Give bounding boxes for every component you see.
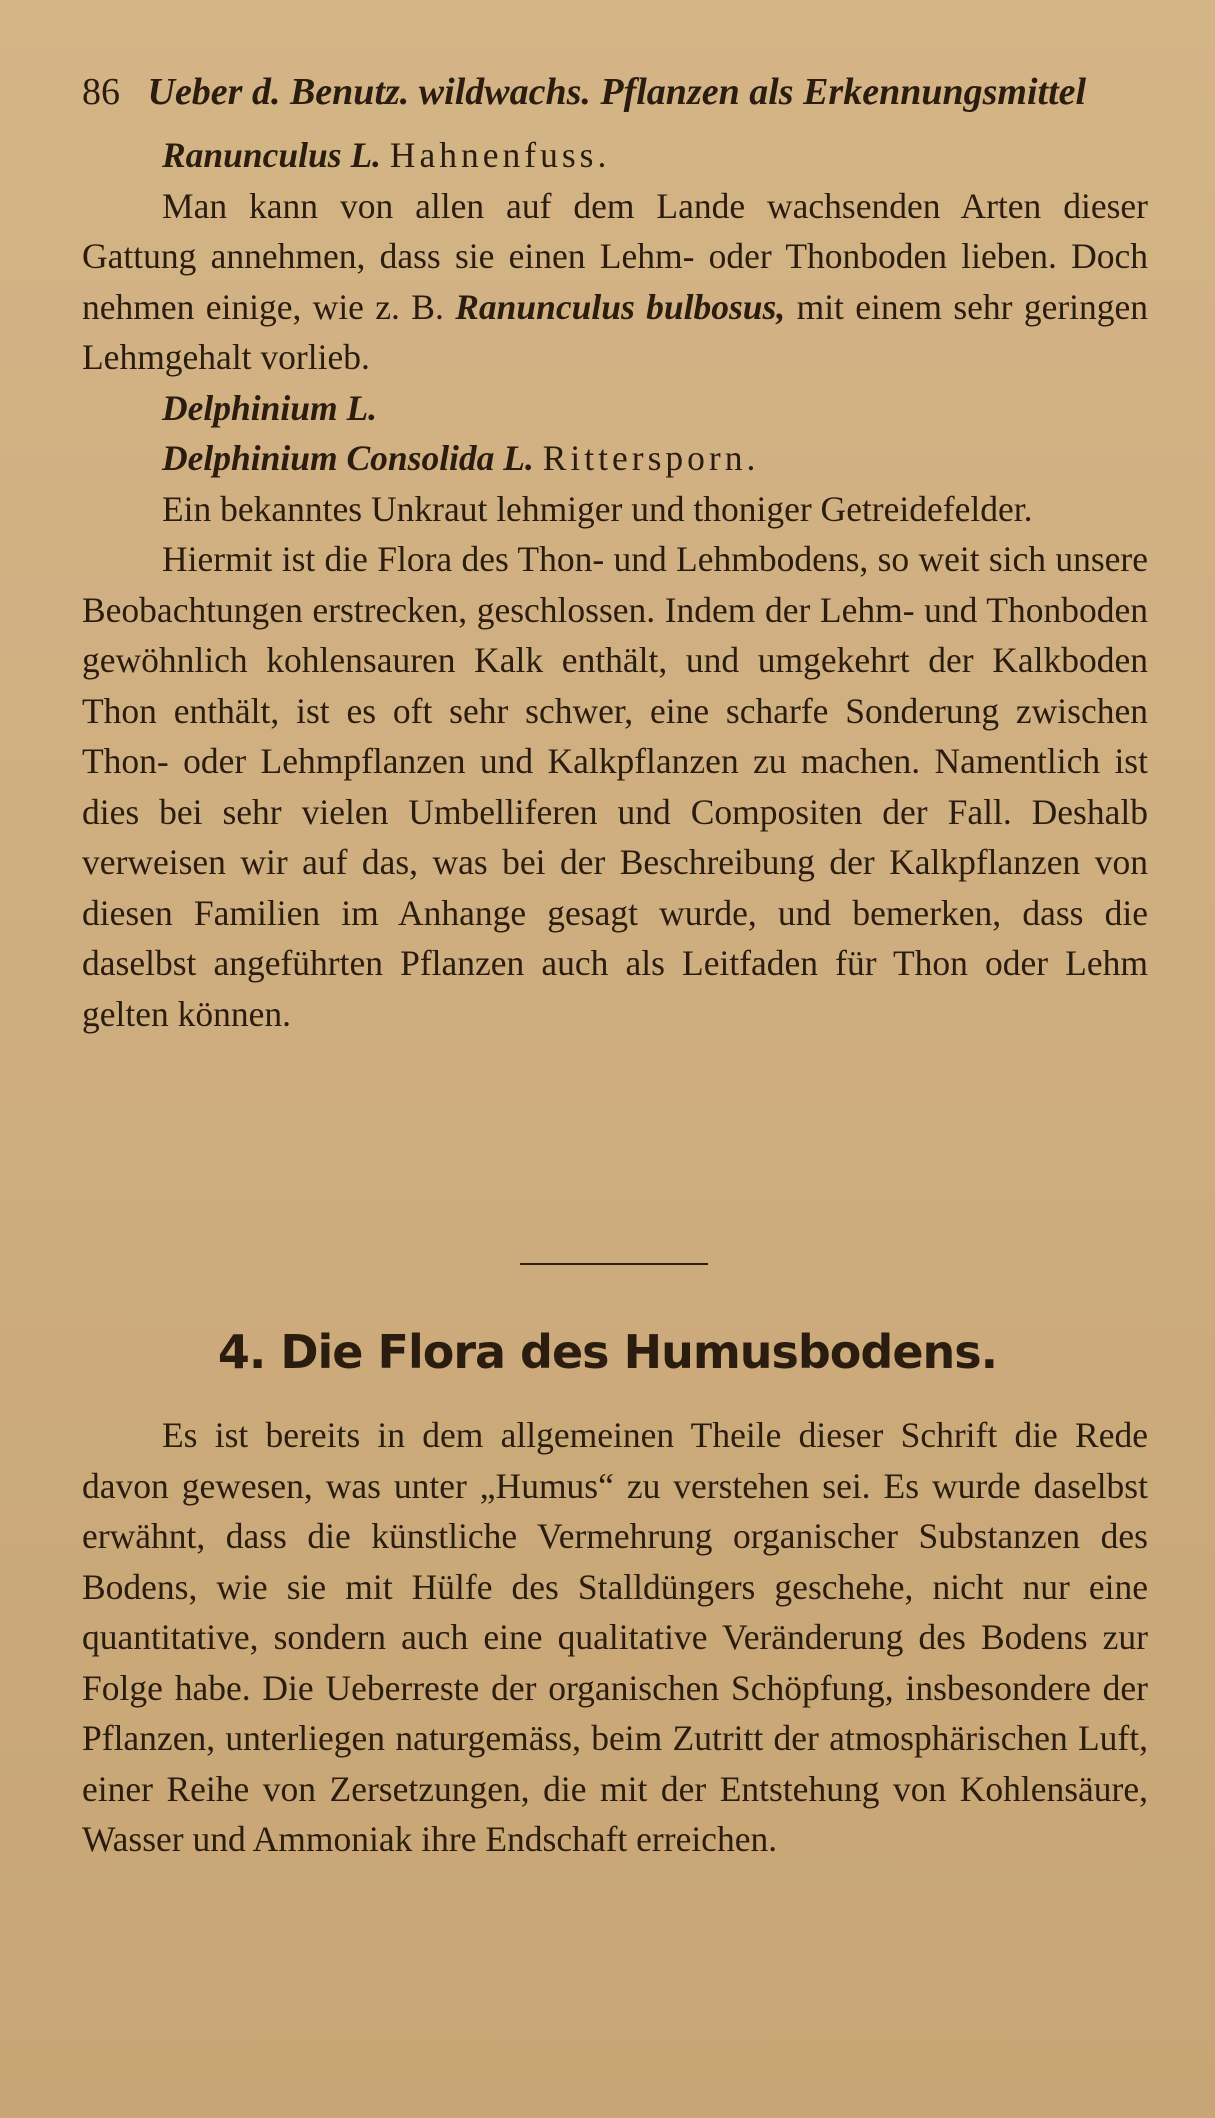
ranunculus-paragraph bbox=[82, 181, 1148, 383]
closing-paragraph: Hiermit ist die Flora des Thon- und Lehmbodens, so weit sich unsere Beobachtungen erstrecken, geschlossen. Indem der Lehm- und Thonboden gewöhnlich kohlensauren Kalk enthält, und umgekehrt der Kalkboden Thon enthält, ist es oft sehr schwer, eine scharfe Sonderung zwischen Thon- oder Lehmpflanzen und Kalkpflanzen zu machen. Namentlich ist dies bei sehr vielen Umbelliferen und Compositen der Fall. Deshalb verweisen wir auf das, was bei der Beschreibung der Kalkpflanzen von diesen Familien im Anhange gesagt wurde, und bemerken, dass die daselbst angeführten Pflanzen auch als Leitfaden für Thon oder Lehm gelten können. bbox=[82, 539, 1148, 1034]
running-head bbox=[82, 70, 1142, 114]
delphinium-genus: Delphinium L. bbox=[162, 387, 378, 428]
section-divider bbox=[520, 1263, 708, 1265]
ranunculus-common: Hahnenfuss. bbox=[389, 135, 611, 175]
running-title: Ueber d. Benutz. wildwachs. Pflanzen als Erkennungsmittel bbox=[147, 71, 1087, 113]
entry-delphinium-species bbox=[82, 433, 1148, 484]
ranunculus-text-1: Man kann von allen auf dem Lande wachsenden Arten dieser Gattung annehmen, dass sie einen Lehm- oder Thonboden lieben. Doch nehmen einige, wie z. B. bbox=[82, 185, 1148, 327]
ranunculus-text-2: mit einem sehr geringen Lehmgehalt vorlieb. bbox=[82, 286, 1149, 377]
delphinium-paragraph: Ein bekanntes Unkraut lehmiger und thoniger Getreidefelder. bbox=[162, 488, 1033, 529]
section-text bbox=[82, 1410, 1148, 1865]
delphinium-species: Delphinium Consolida L. bbox=[162, 438, 534, 478]
delphinium-common: Rittersporn. bbox=[542, 438, 760, 478]
page-number: 86 bbox=[82, 71, 120, 113]
entry-ranunculus-heading bbox=[82, 130, 1148, 181]
section-title: 4. Die Flora des Humusbodens. bbox=[217, 1325, 998, 1379]
ranunculus-latin: Ranunculus L. bbox=[162, 135, 382, 175]
main-text bbox=[82, 130, 1148, 1039]
humus-paragraph: Es ist bereits in dem allgemeinen Theile dieser Schrift die Rede davon gewesen, was unter „Humus“ zu verstehen sei. Es wurde daselbst erwähnt, dass die künstliche Vermehrung organischer Substanzen des Bodens, wie sie mit Hülfe des Stalldüngers geschehe, nicht nur eine quantitative, sondern auch eine qualitative Veränderung des Bodens zur Folge habe. Die Ueberreste der organischen Schöpfung, insbesondere der Pflanzen, unterliegen naturgemäss, beim Zutritt der atmosphärischen Luft, einer Reihe von Zersetzungen, die mit der Entstehung von Kohlensäure, Wasser und Ammoniak ihre Endschaft erreichen. bbox=[82, 1415, 1148, 1859]
entry-delphinium-genus bbox=[82, 383, 1148, 434]
ranunculus-species: Ranunculus bulbosus, bbox=[455, 286, 786, 327]
